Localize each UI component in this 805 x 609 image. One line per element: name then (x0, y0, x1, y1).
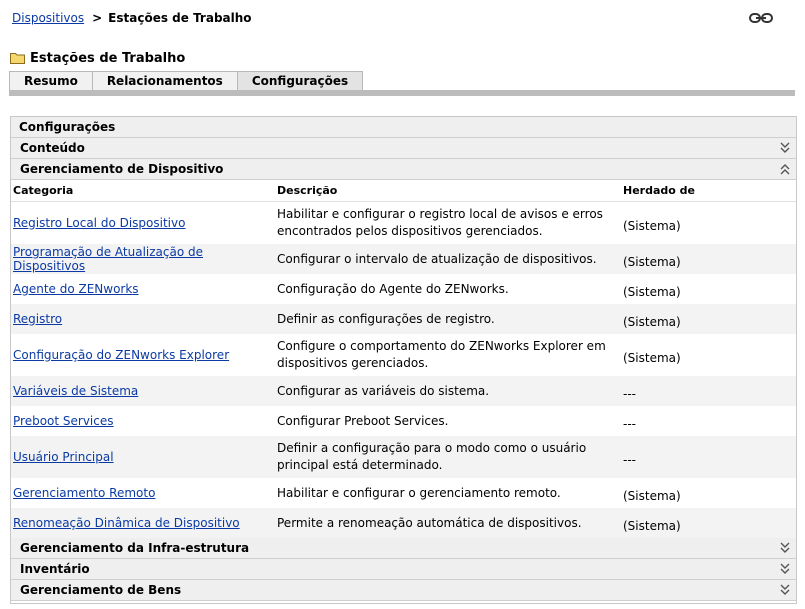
section-gerenciamento-dispositivo[interactable] (11, 159, 796, 180)
page-title-text: Estações de Trabalho (30, 51, 186, 66)
descricao-text: Definir as configurações de registro. (277, 311, 495, 326)
section-infraestrutura[interactable] (11, 538, 796, 559)
expand-icon[interactable] (780, 142, 790, 154)
categoria-link[interactable]: Renomeação Dinâmica de Dispositivo (13, 516, 240, 530)
categoria-link[interactable]: Usuário Principal (13, 450, 114, 464)
expand-icon[interactable] (780, 563, 790, 575)
herdado-text: (Sistema) (623, 285, 681, 299)
descricao-text: Configuração do Agente do ZENworks. (277, 281, 509, 296)
folder-icon (10, 52, 25, 64)
table-row (11, 406, 796, 436)
section-inventario[interactable] (11, 559, 796, 580)
descricao-text: Configurar Preboot Services. (277, 413, 449, 428)
categoria-link[interactable]: Programação de Atualização de Dispositivos (13, 245, 203, 273)
expand-icon[interactable] (780, 542, 790, 554)
descricao-text: Configurar as variáveis do sistema. (277, 383, 490, 398)
table-row (11, 244, 796, 274)
tab-resumo[interactable]: Resumo (9, 71, 93, 91)
categoria-link[interactable]: Registro (13, 312, 63, 326)
descricao-text: Definir a configuração para o modo como o usuário principal está determinado. (277, 441, 587, 472)
section-label: Gerenciamento da Infra-estrutura (20, 541, 250, 555)
herdado-text: --- (623, 453, 636, 467)
descricao-text: Configure o comportamento do ZENworks Explorer em dispositivos gerenciados. (277, 339, 606, 370)
settings-panel (10, 116, 797, 604)
expand-icon[interactable] (780, 584, 790, 596)
herdado-text: (Sistema) (623, 489, 681, 503)
descricao-text: Habilitar e configurar o registro local de avisos e erros encontrados pelos dispositivos gerenciados. (277, 207, 603, 238)
link-icon[interactable] (749, 12, 773, 24)
breadcrumb-current: Estações de Trabalho (108, 11, 252, 25)
section-conteudo[interactable] (11, 138, 796, 159)
table-row (11, 304, 796, 334)
categoria-link[interactable]: Configuração do ZENworks Explorer (13, 348, 230, 362)
descricao-text: Configurar o intervalo de atualização de dispositivos. (277, 251, 597, 266)
table-row (11, 376, 796, 406)
column-header-categoria[interactable]: Categoria (13, 184, 74, 197)
tab-underline (9, 90, 795, 96)
tab-bar (9, 71, 362, 91)
categoria-link[interactable]: Agente do ZENworks (13, 282, 139, 296)
herdado-text: (Sistema) (623, 255, 681, 269)
tab-configuracoes[interactable]: Configurações (237, 71, 363, 91)
tab-relacionamentos[interactable]: Relacionamentos (92, 71, 238, 91)
table-row (11, 478, 796, 508)
table-row (11, 508, 796, 538)
column-header-herdado[interactable]: Herdado de (623, 184, 695, 197)
table-row (11, 274, 796, 304)
table-row (11, 202, 796, 244)
column-header-descricao[interactable]: Descrição (277, 184, 338, 197)
section-bens[interactable] (11, 580, 796, 601)
categoria-link[interactable]: Preboot Services (13, 414, 114, 428)
herdado-text: (Sistema) (623, 219, 681, 233)
herdado-text: (Sistema) (623, 351, 681, 365)
descricao-text: Habilitar e configurar o gerenciamento remoto. (277, 485, 561, 500)
table-header (11, 180, 796, 202)
page-title (10, 50, 185, 68)
breadcrumb (12, 10, 252, 26)
table-row (11, 334, 796, 376)
section-label: Inventário (20, 562, 90, 576)
categoria-link[interactable]: Gerenciamento Remoto (13, 486, 156, 500)
herdado-text: (Sistema) (623, 519, 681, 533)
table-row (11, 436, 796, 478)
categoria-link[interactable]: Registro Local do Dispositivo (13, 216, 186, 230)
breadcrumb-separator: > (92, 11, 103, 25)
herdado-text: --- (623, 387, 636, 401)
panel-title: Configurações (11, 117, 796, 138)
herdado-text: --- (623, 417, 636, 431)
collapse-icon[interactable] (780, 163, 790, 175)
section-label: Conteúdo (20, 141, 85, 155)
descricao-text: Permite a renomeação automática de dispositivos. (277, 515, 582, 530)
section-label: Gerenciamento de Bens (20, 583, 182, 597)
breadcrumb-link-dispositivos[interactable]: Dispositivos (12, 11, 85, 25)
section-label: Gerenciamento de Dispositivo (20, 162, 224, 176)
herdado-text: (Sistema) (623, 315, 681, 329)
categoria-link[interactable]: Variáveis de Sistema (13, 384, 139, 398)
